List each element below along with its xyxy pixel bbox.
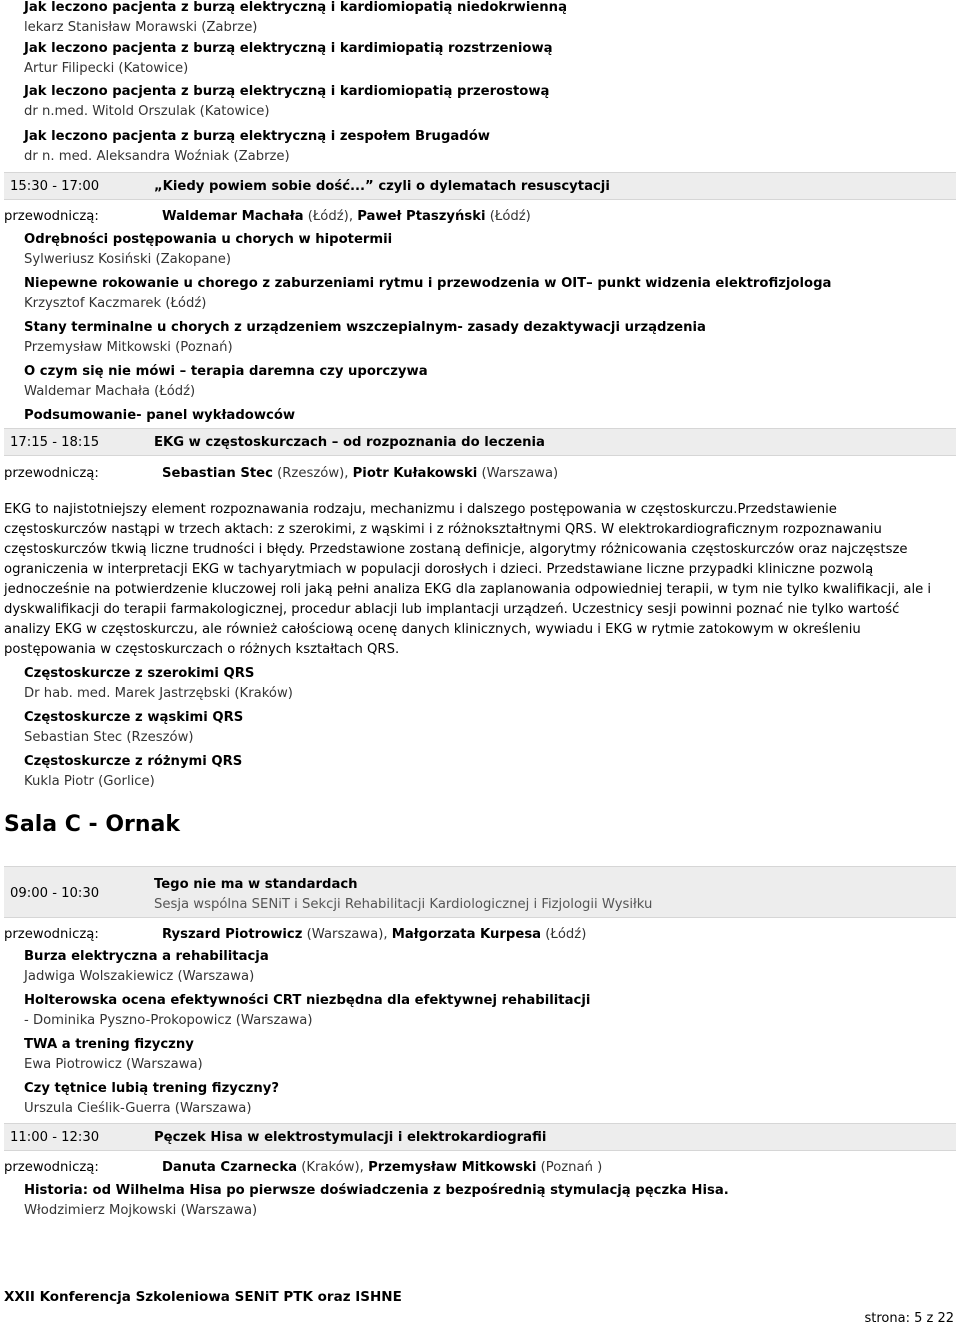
session-time: 09:00 - 10:30 bbox=[10, 886, 100, 901]
session-time: 17:15 - 18:15 bbox=[10, 435, 100, 450]
talk-item bbox=[0, 1181, 960, 1221]
chair-label: przewodniczą: bbox=[4, 466, 99, 481]
talk-speaker: Artur Filipecki (Katowice) bbox=[24, 61, 189, 76]
session-header bbox=[4, 866, 956, 918]
chair-name: Ryszard Piotrowicz bbox=[162, 927, 303, 942]
chair-city: (Poznań ) bbox=[540, 1160, 603, 1175]
page-number: strona: 5 z 22 bbox=[864, 1311, 954, 1326]
talk-speaker: Krzysztof Kaczmarek (Łódź) bbox=[24, 296, 207, 311]
talk-item bbox=[0, 947, 960, 987]
talk-title: TWA a trening fizyczny bbox=[24, 1037, 194, 1052]
talk-speaker: Przemysław Mitkowski (Poznań) bbox=[24, 340, 233, 355]
talk-item bbox=[0, 127, 960, 167]
chair-label: przewodniczą: bbox=[4, 1160, 99, 1175]
chair-name: Sebastian Stec bbox=[162, 466, 273, 481]
talk-item bbox=[0, 664, 960, 704]
talk-speaker: Waldemar Machała (Łódź) bbox=[24, 384, 196, 399]
chair-city: (Łódź), bbox=[307, 209, 354, 224]
chair-city: (Warszawa), bbox=[306, 927, 388, 942]
description-line: częstoskurczów nastąpi w trzech aktach: z szerokimi, z wąskimi i z różnokształtnymi QRS. W elektrokardiograficznym rozpoznawaniu bbox=[4, 522, 882, 537]
session-chairs bbox=[0, 466, 558, 481]
talk-item bbox=[0, 0, 960, 38]
session-title: EKG w częstoskurczach – od rozpoznania do leczenia bbox=[154, 435, 545, 450]
session-chairs bbox=[0, 1160, 602, 1175]
talk-item bbox=[0, 991, 960, 1031]
session-talks bbox=[0, 1181, 960, 1221]
talk-title: Historia: od Wilhelma Hisa po pierwsze doświadczenia z bezpośrednią stymulacją pęczka Hisa. bbox=[24, 1183, 729, 1198]
session-header bbox=[4, 428, 956, 456]
talk-item bbox=[0, 406, 960, 426]
chair-city: (Rzeszów), bbox=[277, 466, 349, 481]
chair-name: Piotr Kułakowski bbox=[352, 466, 478, 481]
talk-title: Częstoskurcze z szerokimi QRS bbox=[24, 666, 255, 681]
talk-title: Jak leczono pacjenta z burzą elektryczną i kardiomiopatią przerostową bbox=[24, 84, 550, 99]
talk-title: Burza elektryczna a rehabilitacja bbox=[24, 949, 269, 964]
talk-title: Niepewne rokowanie u chorego z zaburzeniami rytmu i przewodzenia w OIT– punkt widzenia elektrofizjologa bbox=[24, 276, 832, 291]
chair-name: Przemysław Mitkowski bbox=[368, 1160, 537, 1175]
talk-title: Odrębności postępowania u chorych w hipotermii bbox=[24, 232, 393, 247]
talk-speaker: Urszula Cieślik-Guerra (Warszawa) bbox=[24, 1101, 252, 1116]
chair-name: Waldemar Machała bbox=[162, 209, 304, 224]
chair-city: (Łódź) bbox=[489, 209, 531, 224]
talk-item bbox=[0, 230, 960, 270]
session-closing: Podsumowanie- panel wykładowców bbox=[24, 408, 296, 423]
talk-item bbox=[0, 752, 960, 792]
talk-item bbox=[0, 1035, 960, 1075]
session-talks bbox=[0, 947, 960, 1119]
room-heading: Sala C - Ornak bbox=[4, 812, 181, 837]
talk-title: Częstoskurcze z wąskimi QRS bbox=[24, 710, 244, 725]
talk-item bbox=[0, 82, 960, 122]
session-header bbox=[4, 172, 956, 200]
talk-item bbox=[0, 39, 960, 79]
talk-title: Jak leczono pacjenta z burzą elektryczną i kardimiopatią rozstrzeniową bbox=[24, 41, 553, 56]
talk-item bbox=[0, 274, 960, 314]
talk-speaker: dr n. med. Aleksandra Woźniak (Zabrze) bbox=[24, 149, 290, 164]
talk-speaker: dr n.med. Witold Orszulak (Katowice) bbox=[24, 104, 270, 119]
talk-title: Jak leczono pacjenta z burzą elektryczną i zespołem Brugadów bbox=[24, 129, 490, 144]
description-line: postępowania w częstoskurczach o różnych kształtach QRS. bbox=[4, 642, 400, 657]
talk-item bbox=[0, 1079, 960, 1119]
chair-city: (Warszawa) bbox=[481, 466, 559, 481]
description-line: dyskwalifikacji do terapii farmakologicznej, procedur ablacji lub implantacji urządzeń. Uczestnicy sesji powinni poznać nie tylko wartość bbox=[4, 602, 900, 617]
session-description bbox=[0, 500, 948, 660]
talk-speaker: Jadwiga Wolszakiewicz (Warszawa) bbox=[24, 969, 255, 984]
description-line: jednocześnie na potwierdzenie kluczowej roli jaką pełni analiza EKG dla zaplanowania odpowiedniej terapii, w tym nie tylko kwalifikacji, ale i bbox=[4, 582, 932, 597]
session-time: 11:00 - 12:30 bbox=[10, 1130, 100, 1145]
session-title: Pęczek Hisa w elektrostymulacji i elektrokardiografii bbox=[154, 1130, 547, 1145]
talk-speaker: - Dominika Pyszno-Prokopowicz (Warszawa) bbox=[24, 1013, 313, 1028]
session-chairs bbox=[0, 209, 531, 224]
talk-title: Stany terminalne u chorych z urządzeniem wszczepialnym- zasady dezaktywacji urządzenia bbox=[24, 320, 706, 335]
session-chairs bbox=[0, 927, 586, 942]
top-talks bbox=[0, 0, 960, 167]
description-line: analizy EKG w częstoskurczu, ale również całościową ocenę danych klinicznych, wywiadu i EKG w rytmie zatokowym w określeniu bbox=[4, 622, 861, 637]
talk-speaker: Dr hab. med. Marek Jastrzębski (Kraków) bbox=[24, 686, 293, 701]
chair-name: Paweł Ptaszyński bbox=[357, 209, 486, 224]
talk-title: Holterowska ocena efektywności CRT niezbędna dla efektywnej rehabilitacji bbox=[24, 993, 591, 1008]
talk-item bbox=[0, 362, 960, 402]
talk-speaker: Włodzimierz Mojkowski (Warszawa) bbox=[24, 1203, 258, 1218]
chair-label: przewodniczą: bbox=[4, 927, 99, 942]
talk-title: Czy tętnice lubią trening fizyczny? bbox=[24, 1081, 279, 1096]
session-header bbox=[4, 1123, 956, 1151]
session-talks bbox=[0, 664, 960, 792]
talk-title: Częstoskurcze z różnymi QRS bbox=[24, 754, 243, 769]
talk-speaker: lekarz Stanisław Morawski (Zabrze) bbox=[24, 20, 258, 35]
session-title: Tego nie ma w standardach bbox=[154, 877, 358, 892]
talk-speaker: Sebastian Stec (Rzeszów) bbox=[24, 730, 194, 745]
chair-name: Danuta Czarnecka bbox=[162, 1160, 297, 1175]
talk-speaker: Kukla Piotr (Gorlice) bbox=[24, 774, 155, 789]
chair-name: Małgorzata Kurpesa bbox=[391, 927, 542, 942]
session-time: 15:30 - 17:00 bbox=[10, 179, 100, 194]
session-title: „Kiedy powiem sobie dość...” czyli o dylematach resuscytacji bbox=[154, 179, 610, 194]
session-subtitle: Sesja wspólna SENiT i Sekcji Rehabilitacji Kardiologicznej i Fizjologii Wysiłku bbox=[154, 897, 653, 912]
talk-speaker: Sylweriusz Kosiński (Zakopane) bbox=[24, 252, 232, 267]
chair-city: (Łódź) bbox=[545, 927, 587, 942]
talk-title: O czym się nie mówi – terapia daremna czy uporczywa bbox=[24, 364, 428, 379]
description-line: częstoskurczów tkwią liczne trudności i błędy. Przedstawione zostaną definicje, algorytmy różnicowania częstoskurczów oraz najczęstsze bbox=[4, 542, 908, 557]
talk-speaker: Ewa Piotrowicz (Warszawa) bbox=[24, 1057, 203, 1072]
session-talks bbox=[0, 230, 960, 426]
footer-conference: XXII Konferencja Szkoleniowa SENiT PTK oraz ISHNE bbox=[4, 1289, 402, 1305]
chair-city: (Kraków), bbox=[301, 1160, 364, 1175]
description-line: EKG to najistotniejszy element rozpoznawania rodzaju, mechanizmu i dalszego postępowania w częstoskurczu.Przedstawienie bbox=[4, 502, 837, 517]
talk-item bbox=[0, 318, 960, 358]
chair-label: przewodniczą: bbox=[4, 209, 99, 224]
talk-title: Jak leczono pacjenta z burzą elektryczną i kardiomiopatią niedokrwienną bbox=[24, 0, 567, 15]
talk-item bbox=[0, 708, 960, 748]
description-line: ograniczenia w interpretacji EKG w tachyarytmiach w populacji dorosłych i dzieci. Przedstawiane liczne przypadki kliniczne pozwolą bbox=[4, 562, 874, 577]
